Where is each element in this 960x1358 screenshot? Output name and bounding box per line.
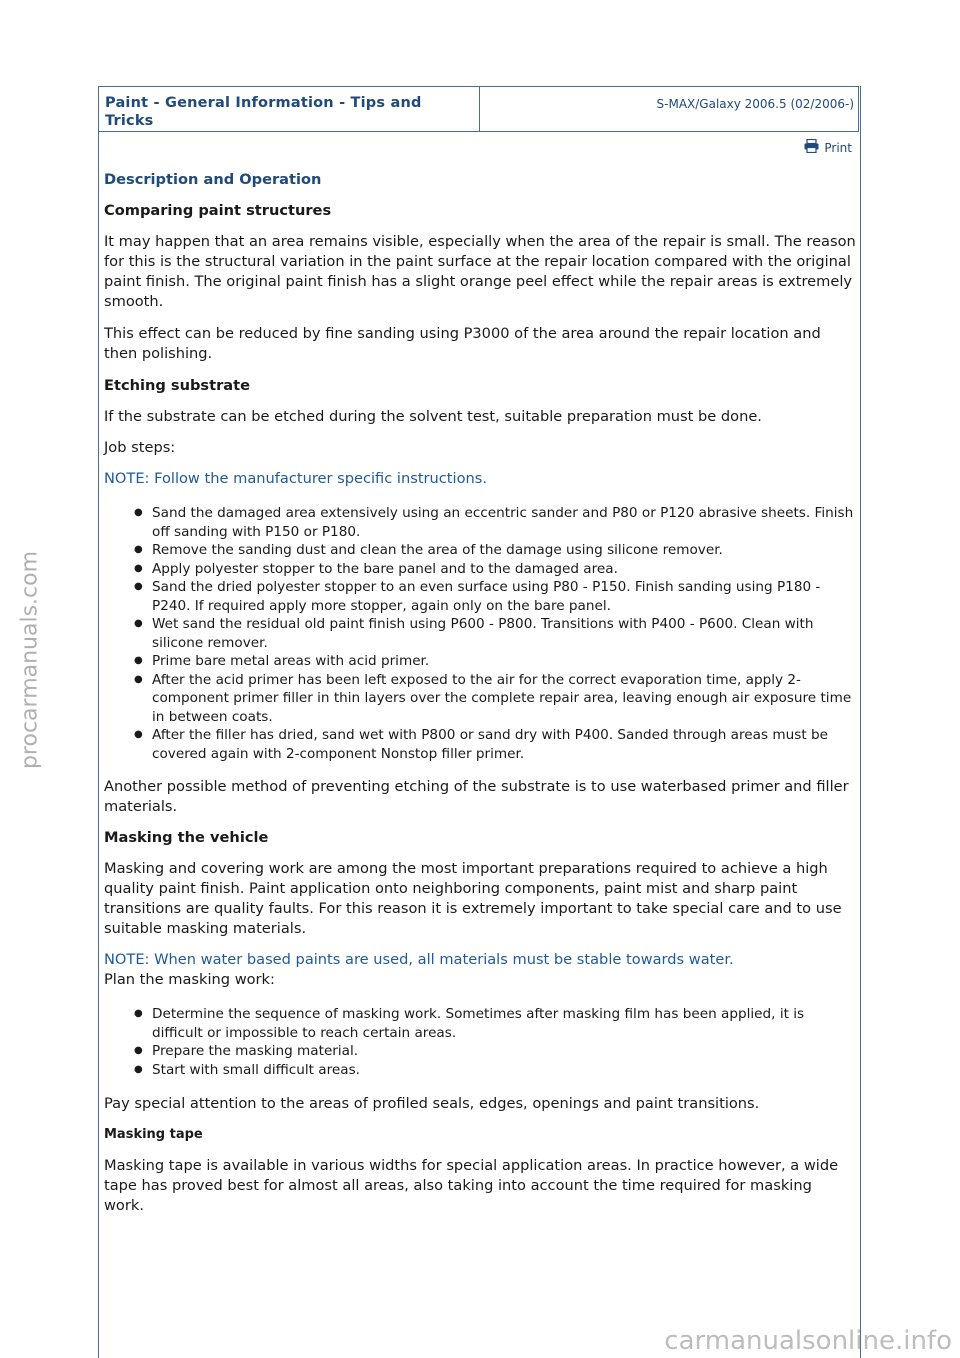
etching-note: NOTE: Follow the manufacturer specific instructions. bbox=[104, 470, 488, 487]
masking-paragraph-1: Masking and covering work are among the most important preparations required to achieve a high quality paint finish. Paint application onto neighboring components, paint mist and sharp paint transitions are quality faults. For this reason it is extremely important to take special care and to use suitable masking materials. bbox=[104, 860, 842, 937]
list-item: ● Sand the dried polyester stopper to an even surface using P80 - P150. Finish sanding using P180 - P240. If required apply more stopper, again only on the bare panel. bbox=[152, 578, 856, 615]
page-title: Paint - General Information - Tips and Tricks bbox=[99, 87, 480, 131]
masking-note: NOTE: When water based paints are used, all materials must be stable towards water. bbox=[104, 951, 734, 968]
masking-steps-list bbox=[104, 1005, 856, 1079]
list-item: ● Wet sand the residual old paint finish using P600 - P800. Transitions with P400 - P600. Clean with silicone remover. bbox=[152, 615, 856, 652]
list-item: ● Start with small difficult areas. bbox=[152, 1061, 856, 1080]
document-body bbox=[104, 170, 856, 1216]
list-item: ● Prepare the masking material. bbox=[152, 1042, 856, 1061]
document-header bbox=[98, 86, 859, 132]
print-button[interactable] bbox=[804, 139, 852, 156]
list-item: ● After the filler has dried, sand wet with P800 or sand dry with P400. Sanded through areas must be covered again with 2-component Nonstop filler primer. bbox=[152, 726, 856, 763]
tape-paragraph-1: Masking tape is available in various widths for special application areas. In practice however, a wide tape has proved best for almost all areas, also taking into account the time required for masking work. bbox=[104, 1157, 839, 1214]
etching-paragraph-1: If the substrate can be etched during the solvent test, suitable preparation must be done. bbox=[104, 408, 762, 425]
masking-paragraph-2: Pay special attention to the areas of profiled seals, edges, openings and paint transitions. bbox=[104, 1095, 760, 1112]
list-item: ● Remove the sanding dust and clean the area of the damage using silicone remover. bbox=[152, 541, 856, 560]
list-item: ● Apply polyester stopper to the bare panel and to the damaged area. bbox=[152, 560, 856, 579]
comparing-heading: Comparing paint structures bbox=[104, 202, 332, 219]
job-steps-label: Job steps: bbox=[104, 439, 176, 456]
watermark-bottom: carmanualsonline.info bbox=[664, 1326, 952, 1356]
list-item: ● After the acid primer has been left exposed to the air for the correct evaporation time, apply 2-component primer filler in thin layers over the complete repair area, leaving enough air exposure time in between coats. bbox=[152, 671, 856, 727]
list-item: ● Determine the sequence of masking work. Sometimes after masking film has been applied, it is difficult or impossible to reach certain areas. bbox=[152, 1005, 856, 1042]
tape-heading: Masking tape bbox=[104, 1127, 203, 1142]
masking-heading: Masking the vehicle bbox=[104, 829, 269, 846]
comparing-paragraph-1: It may happen that an area remains visible, especially when the area of the repair is small. The reason for this is the structural variation in the paint surface at the repair location compared with the original paint finish. The original paint finish has a slight orange peel effect while the repair areas is extremely smooth. bbox=[104, 233, 856, 310]
etching-steps-list bbox=[104, 504, 856, 763]
printer-icon bbox=[804, 139, 819, 156]
comparing-paragraph-2: This effect can be reduced by fine sanding using P3000 of the area around the repair location and then polishing. bbox=[104, 325, 821, 362]
list-item: ● Prime bare metal areas with acid primer. bbox=[152, 652, 856, 671]
section-title: Description and Operation bbox=[104, 171, 322, 188]
etching-paragraph-2: Another possible method of preventing etching of the substrate is to use waterbased primer and filler materials. bbox=[104, 778, 849, 815]
watermark-left: procarmanuals.com bbox=[17, 550, 43, 770]
vehicle-model: S-MAX/Galaxy 2006.5 (02/2006-) bbox=[656, 97, 854, 111]
list-item: ● Sand the damaged area extensively using an eccentric sander and P80 or P120 abrasive sheets. Finish off sanding with P150 or P180. bbox=[152, 504, 856, 541]
masking-plan-label: Plan the masking work: bbox=[104, 971, 275, 988]
etching-heading: Etching substrate bbox=[104, 377, 251, 394]
print-label: Print bbox=[824, 140, 852, 155]
